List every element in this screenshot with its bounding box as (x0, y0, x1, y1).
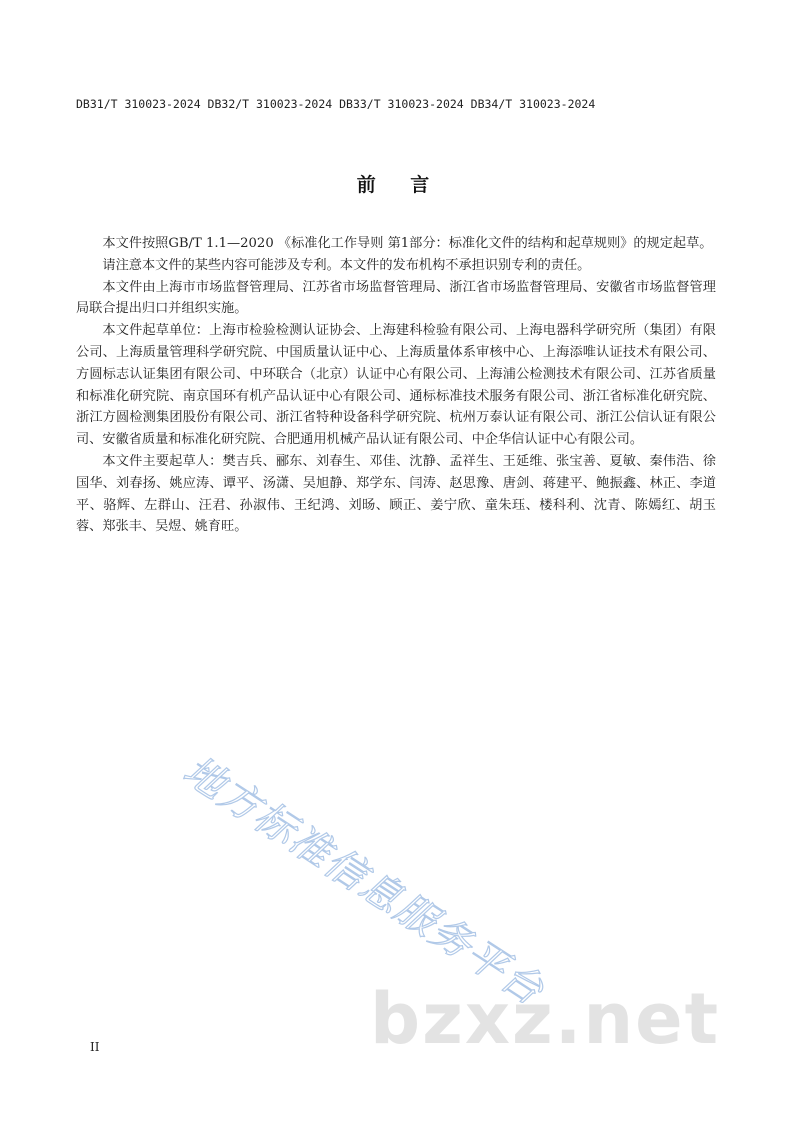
paragraph-drafting-units: 本文件起草单位：上海市检验检测认证协会、上海建科检验有限公司、上海电器科学研究所（集团）有限公司、上海质量管理科学研究院、中国质量认证中心、上海质量体系审核中心、上海添唯认证技术有限公司、方圆标志认证集团有限公司、中环联合（北京）认证中心有限公司、上海浦公检测技术有限公司、江苏省质量和标准化研究院、南京国环有机产品认证中心有限公司、通标标准技术服务有限公司、浙江省标准化研究院、浙江方圆检测集团股份有限公司、浙江省特种设备科学研究院、杭州万泰认证有限公司、浙江公信认证有限公司、安徽省质量和标准化研究院、合肥通用机械产品认证有限公司、中企华信认证中心有限公司。 (76, 323, 716, 448)
page-title: 前 言 (356, 174, 444, 196)
paragraph-drafting-rules: 本文件按照GB/T 1.1—2020 《标准化工作导则 第1部分：标准化文件的结构和起草规则》的规定起草。 (102, 236, 713, 251)
body-text (76, 233, 716, 538)
watermark-english: bzxz.net (370, 978, 721, 1060)
document-code-header: DB31/T 310023-2024 DB32/T 310023-2024 DB33/T 310023-2024 DB34/T 310023-2024 (76, 97, 596, 111)
paragraph-drafters: 本文件主要起草人：樊吉兵、郦东、刘春生、邓佳、沈静、孟祥生、王延维、张宝善、夏敏、秦伟浩、徐国华、刘春扬、姚应涛、谭平、汤潇、吴旭静、郑学东、闫涛、赵思豫、唐剑、蒋建平、鲍振鑫、林正、李道平、骆辉、左群山、汪君、孙淑伟、王纪鸿、刘旸、顾正、姜宁欣、童朱珏、楼科利、沈青、陈嫣红、胡玉蓉、郑张丰、吴煜、姚育旺。 (76, 453, 716, 535)
watermark-chinese: 地方标准信息服务平台 (175, 747, 553, 1015)
page-number: II (90, 1040, 100, 1054)
paragraph-proposer: 本文件由上海市市场监督管理局、江苏省市场监督管理局、浙江省市场监督管理局、安徽省市场监督管理局联合提出归口并组织实施。 (76, 279, 716, 317)
paragraph-patent-notice: 请注意本文件的某些内容可能涉及专利。本文件的发布机构不承担识别专利的责任。 (102, 257, 591, 273)
